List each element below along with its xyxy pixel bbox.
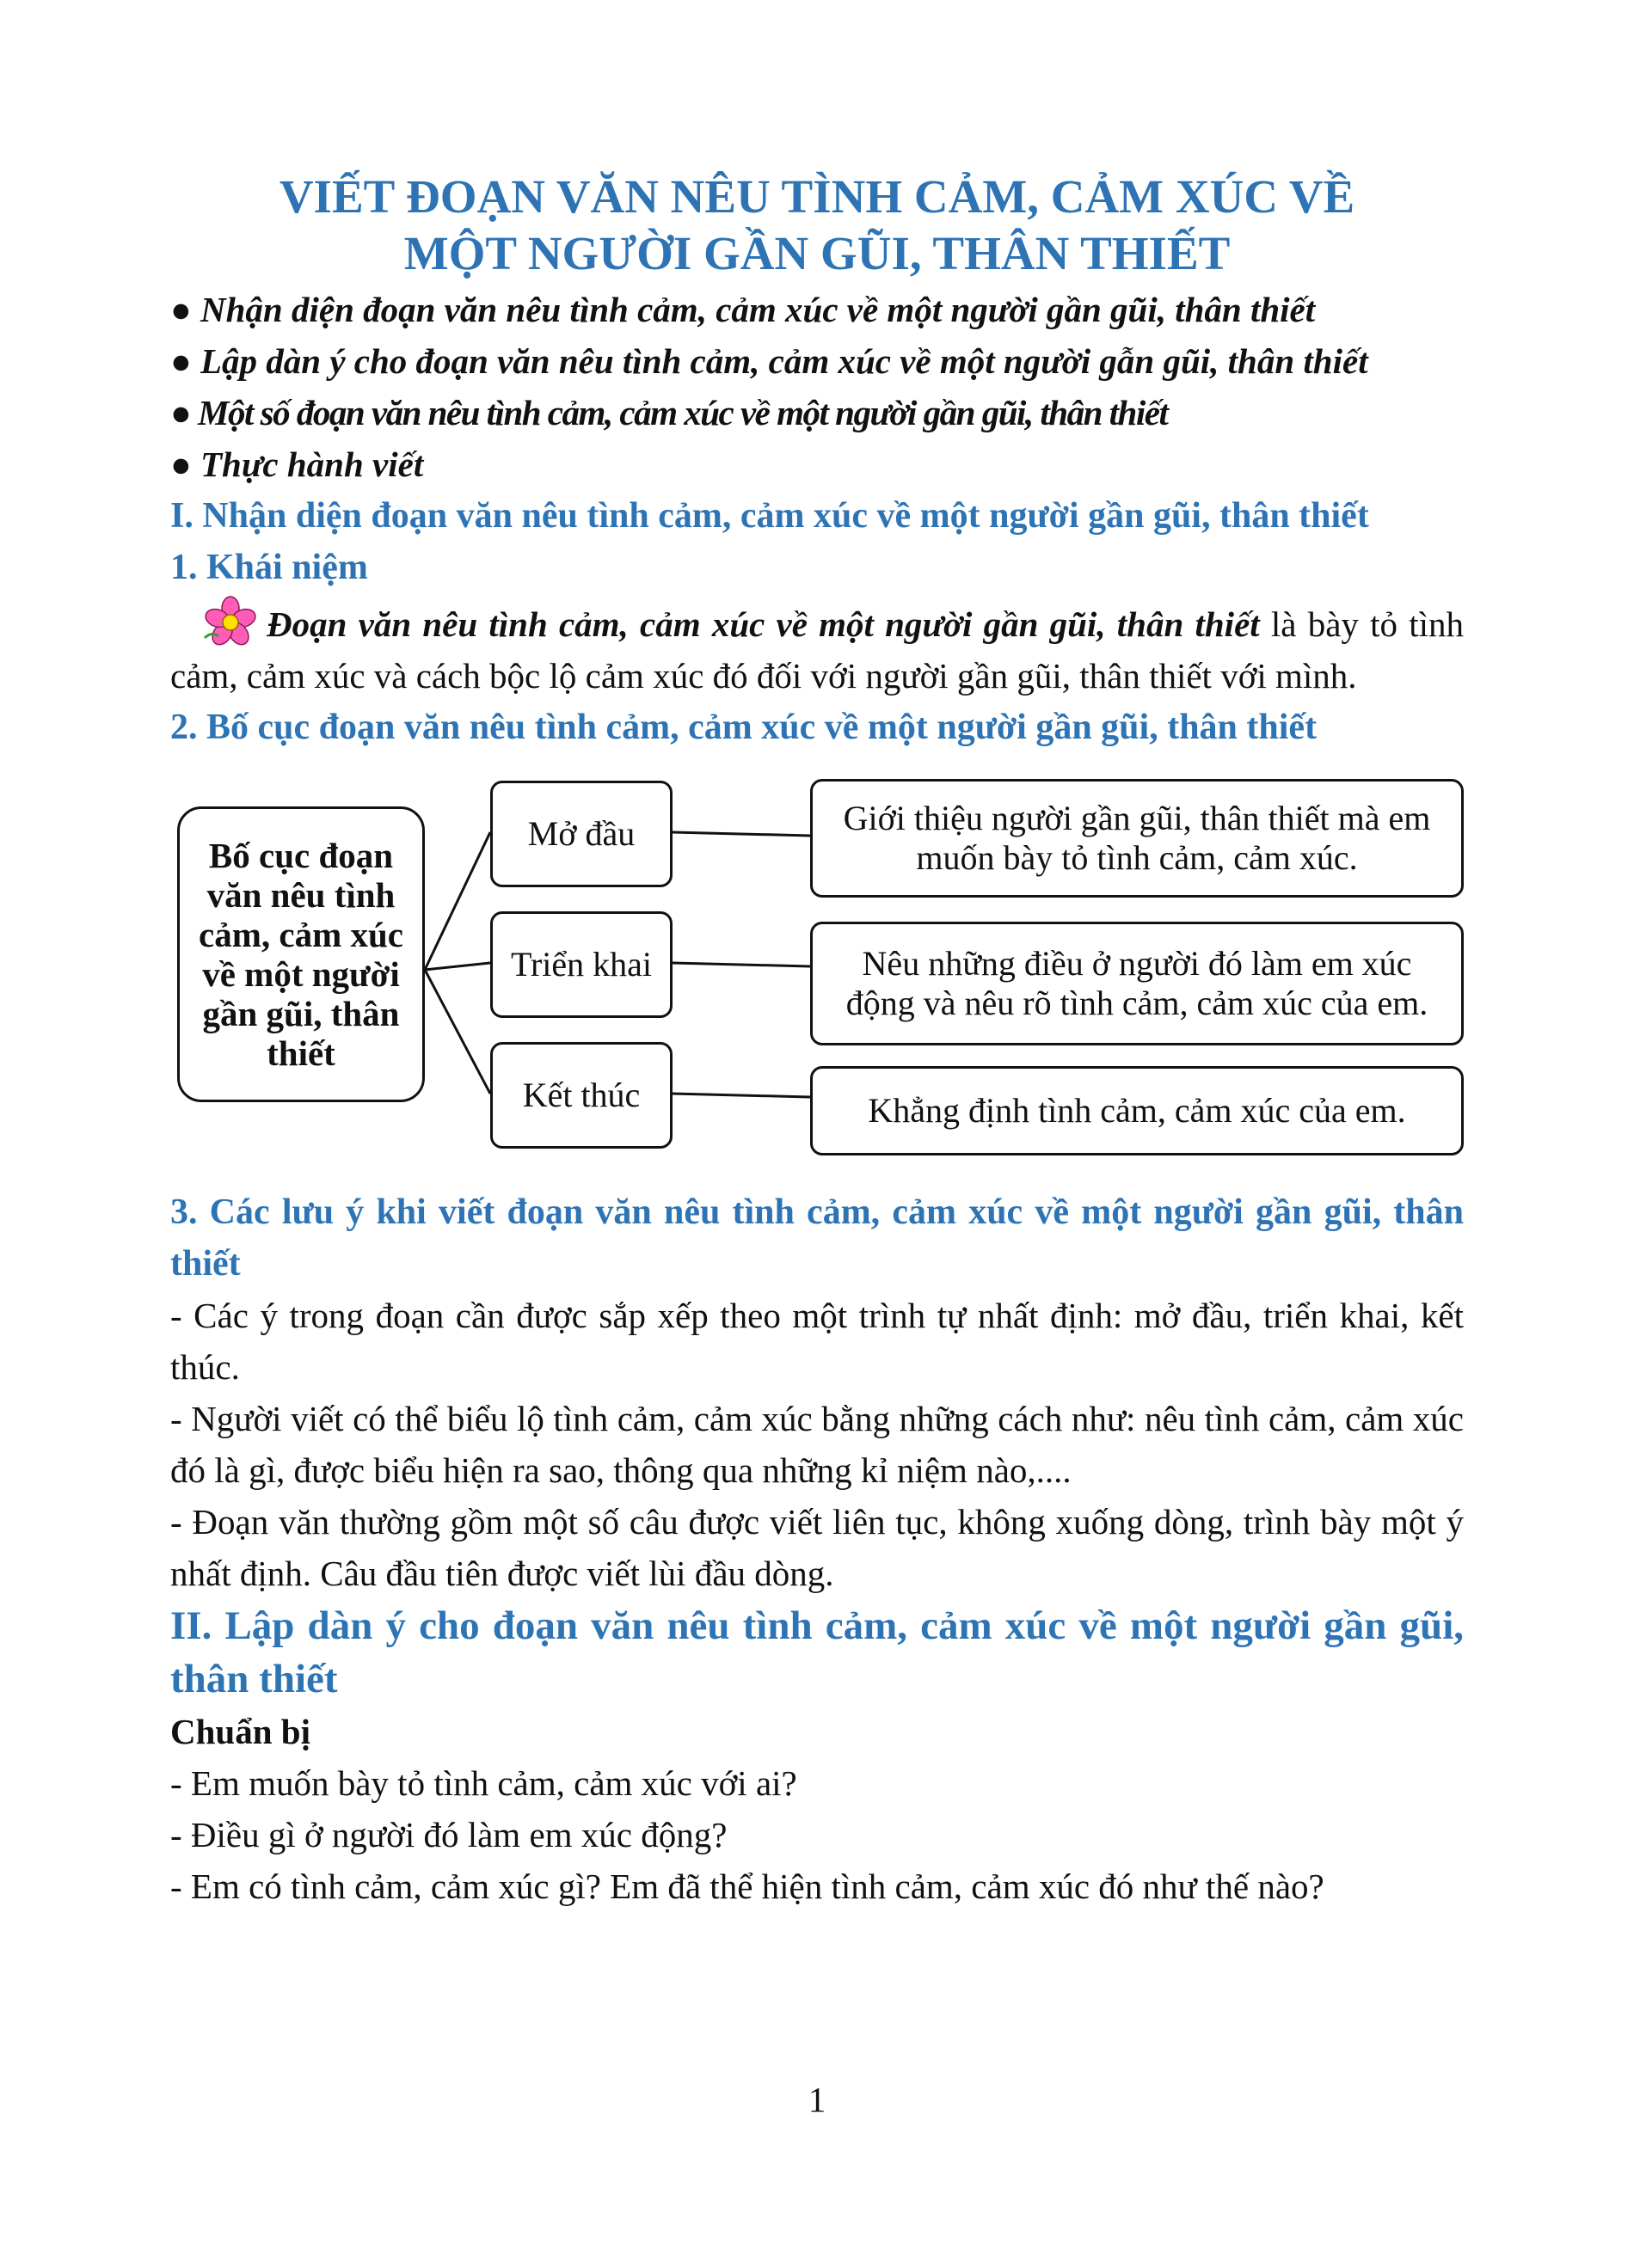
note-2: - Người viết có thể biểu lộ tình cảm, cảm xúc bằng những cách như: nêu tình cảm, cảm xúc đó là gì, được biểu hiện ra sao, thông qua những kỉ niệm nào,.... <box>170 1399 1464 1490</box>
toc-item-3: ● Một số đoạn văn nêu tình cảm, cảm xúc về một người gần gũi, thân thiết <box>170 393 1168 432</box>
section1-sub3-heading: 3. Các lưu ý khi viết đoạn văn nêu tình cảm, cảm xúc về một người gần gũi, thân thiết <box>170 1192 1464 1284</box>
section2-heading: II. Lập dàn ý cho đoạn văn nêu tình cảm, cảm xúc về một người gần gũi, thân thiết <box>170 1603 1464 1701</box>
section1-heading: I. Nhận diện đoạn văn nêu tình cảm, cảm xúc về một người gần gũi, thân thiết <box>170 496 1369 536</box>
toc-item-1: ● Nhận diện đoạn văn nêu tình cảm, cảm xúc về một người gần gũi, thân thiết <box>170 290 1316 329</box>
flower-icon <box>200 593 261 648</box>
definition-text: là bày tỏ tình cảm, cảm xúc và cách bộc lộ cảm xúc đó đối với người gần gũi, thân thiết với mình. <box>170 604 1464 696</box>
diagram-part-conclusion: Kết thúc <box>490 1042 673 1149</box>
note-3: - Đoạn văn thường gồm một số câu được viết liên tục, không xuống dòng, trình bày một ý nhất định. Câu đầu tiên được viết lùi đầu dòng. <box>170 1502 1464 1593</box>
prep-label: Chuẩn bị <box>170 1712 310 1751</box>
note-1: - Các ý trong đoạn cần được sắp xếp theo một trình tự nhất định: mở đầu, triển khai, kết thúc. <box>170 1296 1464 1387</box>
page-number: 1 <box>808 2080 826 2119</box>
document-page <box>170 169 1464 1912</box>
diagram-root-box: Bố cục đoạn văn nêu tình cảm, cảm xúc về một người gần gũi, thân thiết <box>177 806 425 1102</box>
diagram-detail-conclusion: Khẳng định tình cảm, cảm xúc của em. <box>810 1066 1464 1155</box>
diagram-detail-intro: Giới thiệu người gần gũi, thân thiết mà em muốn bày tỏ tình cảm, cảm xúc. <box>810 779 1464 898</box>
definition-paragraph <box>170 593 1464 702</box>
diagram-part-body: Triển khai <box>490 911 673 1018</box>
structure-diagram <box>170 765 1464 1178</box>
question-1: - Em muốn bày tỏ tình cảm, cảm xúc với ai? <box>170 1763 797 1803</box>
question-2: - Điều gì ở người đó làm em xúc động? <box>170 1815 728 1854</box>
section1-sub1-heading: 1. Khái niệm <box>170 548 368 587</box>
page-title: VIẾT ĐOẠN VĂN NÊU TÌNH CẢM, CẢM XÚC VỀ MỘT NGƯỜI GẦN GŨI, THÂN THIẾT <box>279 170 1355 279</box>
definition-term: Đoạn văn nêu tình cảm, cảm xúc về một người gần gũi, thân thiết <box>267 604 1260 644</box>
toc-item-2: ● Lập dàn ý cho đoạn văn nêu tình cảm, cảm xúc về một người gẫn gũi, thân thiết <box>170 341 1368 381</box>
diagram-detail-body: Nêu những điều ở người đó làm em xúc động và nêu rõ tình cảm, cảm xúc của em. <box>810 922 1464 1045</box>
section1-sub2-heading: 2. Bố cục đoạn văn nêu tình cảm, cảm xúc về một người gần gũi, thân thiết <box>170 708 1318 747</box>
diagram-part-intro: Mở đầu <box>490 781 673 887</box>
question-3: - Em có tình cảm, cảm xúc gì? Em đã thể hiện tình cảm, cảm xúc đó như thế nào? <box>170 1867 1324 1906</box>
toc-item-4: ● Thực hành viết <box>170 444 424 484</box>
